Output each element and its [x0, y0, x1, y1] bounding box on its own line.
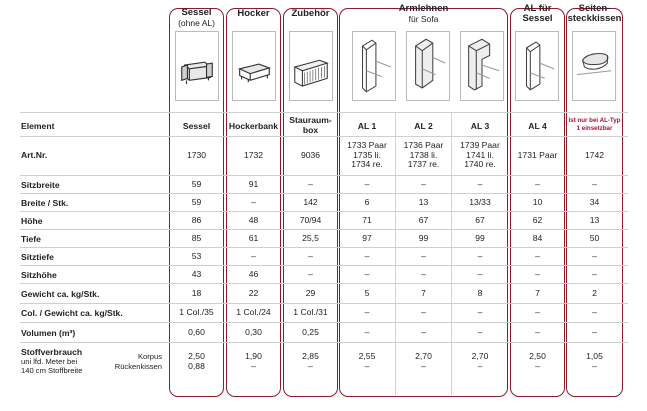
cell-col-al2: –: [421, 307, 426, 317]
cell-artnr-hocker: 1732: [243, 150, 264, 160]
cell-gewicht-sessel: 18: [191, 288, 202, 298]
row-label-volumen: Volumen (m³): [21, 328, 76, 338]
row-divider: [20, 112, 628, 113]
cell-gewicht-al4: 7: [535, 288, 540, 298]
cell-volumen-hocker: 0,30: [245, 327, 262, 337]
cell-col-sessel: 1 Col./35: [179, 307, 214, 317]
cell-volumen-al4: –: [535, 327, 540, 337]
cell-artnr-al1: 1733 Paar 1735 li. 1734 re.: [347, 140, 387, 169]
cell-stoff-al3: 2,70 –: [471, 351, 489, 371]
cell-gewicht-kissen: 2: [592, 288, 597, 298]
column-header-al2: AL 2: [414, 121, 433, 131]
cell-breite-al1: 6: [364, 197, 370, 207]
cell-sitzhoehe-al3: –: [477, 269, 483, 279]
cell-gewicht-al2: 7: [421, 288, 426, 298]
cell-hoehe-al3: 67: [475, 215, 485, 225]
row-label-hoehe: Höhe: [21, 216, 43, 226]
row-label-col: Col. / Gewicht ca. kg/Stk.: [21, 308, 123, 318]
cell-artnr-kissen: 1742: [584, 150, 605, 160]
cell-sitzhoehe-al4: –: [535, 269, 540, 279]
al2-image: [406, 31, 450, 101]
group-header-al-sessel: AL für Sessel: [522, 3, 553, 24]
cell-sitzhoehe-sessel: 43: [191, 269, 202, 279]
cell-hoehe-al2: 67: [418, 215, 429, 225]
cell-volumen-sessel: 0,60: [188, 327, 205, 337]
column-header-al3: AL 3: [470, 121, 490, 131]
row-divider: [20, 342, 628, 343]
seitensteckkissen-image: [572, 31, 616, 101]
cell-tiefe-al4: 84: [532, 233, 543, 243]
row-label-stoffverbrauch: Stoffverbrauch: [21, 347, 83, 357]
cell-artnr-al3: 1739 Paar 1741 li. 1740 re.: [460, 140, 500, 169]
cell-sitzhoehe-stauraum: –: [308, 269, 313, 279]
cell-hoehe-sessel: 86: [191, 215, 202, 225]
al1-image: [352, 31, 396, 101]
cell-col-kissen: –: [592, 307, 597, 317]
row-divider: [20, 136, 628, 137]
cell-volumen-kissen: –: [592, 327, 597, 337]
cell-tiefe-sessel: 85: [191, 233, 202, 243]
cell-sitztiefe-stauraum: –: [308, 251, 313, 261]
cell-stoff-al2: 2,70 –: [415, 351, 432, 371]
stoff-sublabel-1: uni lfd. Meter bei: [21, 357, 78, 366]
stoff-korpus-label: Korpus: [137, 352, 162, 361]
cell-sitztiefe-al4: –: [535, 251, 540, 261]
cell-gewicht-al1: 5: [364, 288, 370, 298]
cell-breite-stauraum: 142: [303, 197, 318, 207]
cell-sitztiefe-al1: –: [364, 251, 370, 261]
cell-stoff-al1: 2,55 –: [358, 351, 376, 371]
al4-image: [515, 31, 559, 101]
cell-sitzbreite-sessel: 59: [191, 179, 202, 189]
cell-artnr-sessel: 1730: [186, 150, 207, 160]
element-header: Element: [21, 121, 55, 131]
row-label-artnr: Art.Nr.: [21, 150, 48, 160]
cell-sitztiefe-al2: –: [421, 251, 426, 261]
row-divider: [20, 211, 628, 212]
row-divider: [20, 265, 628, 266]
cell-sitztiefe-sessel: 53: [191, 251, 202, 261]
cell-stoff-kissen: 1,05 –: [586, 351, 603, 371]
kissen-note: Ist nur bei AL-Typ 1 einsetzbar: [568, 117, 621, 132]
cell-breite-al2: 13: [418, 197, 429, 207]
cell-gewicht-al3: 8: [477, 288, 483, 298]
row-label-sitzhoehe: Sitzhöhe: [21, 270, 57, 280]
cell-artnr-al2: 1736 Paar 1738 li. 1737 re.: [403, 140, 444, 169]
stauraumbox-image: [289, 31, 333, 101]
cell-col-stauraum: 1 Col./31: [293, 307, 328, 317]
cell-hoehe-al4: 62: [532, 215, 543, 225]
row-label-gewicht: Gewicht ca. kg/Stk.: [21, 289, 100, 299]
cell-tiefe-al1: 97: [362, 233, 372, 243]
cell-col-hocker: 1 Col./24: [236, 307, 271, 317]
cell-tiefe-kissen: 50: [589, 233, 600, 243]
column-header-hocker: Hockerbank: [228, 121, 279, 131]
cell-breite-al3: 13/33: [469, 197, 491, 207]
cell-volumen-stauraum: 0,25: [302, 327, 319, 337]
cell-tiefe-stauraum: 25,5: [302, 233, 319, 243]
group-header-sessel: Sessel (ohne AL): [178, 7, 215, 28]
row-divider: [20, 175, 628, 176]
row-label-breite: Breite / Stk.: [21, 198, 69, 208]
al3-image: [460, 31, 504, 101]
hocker-image: [232, 31, 276, 101]
cell-hoehe-stauraum: 70/94: [299, 215, 322, 225]
cell-sitzbreite-hocker: 91: [248, 179, 259, 189]
column-header-sessel: Sessel: [182, 121, 211, 131]
cell-volumen-al3: –: [477, 327, 483, 337]
cell-col-al4: –: [535, 307, 540, 317]
cell-stoff-stauraum: 2,85 –: [302, 351, 319, 371]
cell-artnr-stauraum: 9036: [300, 150, 321, 160]
cell-col-al1: –: [364, 307, 370, 317]
cell-stoff-hocker: 1,90 –: [245, 351, 262, 371]
cell-sitzhoehe-al1: –: [364, 269, 370, 279]
cell-hoehe-hocker: 48: [248, 215, 259, 225]
cell-sitzbreite-al4: –: [535, 179, 540, 189]
cell-artnr-al4: 1731 Paar: [517, 150, 558, 160]
row-divider: [20, 322, 628, 323]
cell-tiefe-hocker: 61: [248, 233, 259, 243]
column-header-al1: AL 1: [357, 121, 377, 131]
group-header-hocker: Hocker: [237, 8, 270, 19]
cell-breite-al4: 10: [532, 197, 543, 207]
cell-col-al3: –: [477, 307, 483, 317]
cell-sitzhoehe-hocker: 46: [248, 269, 259, 279]
cell-sitztiefe-kissen: –: [592, 251, 597, 261]
row-divider: [20, 229, 628, 230]
row-divider: [20, 303, 628, 304]
cell-tiefe-al2: 99: [418, 233, 429, 243]
cell-tiefe-al3: 99: [475, 233, 485, 243]
column-header-stauraum: Stauraum- box: [289, 115, 332, 135]
cell-sitzbreite-al1: –: [364, 179, 370, 189]
row-divider: [20, 283, 628, 284]
cell-hoehe-kissen: 13: [589, 215, 600, 225]
cell-sitzbreite-stauraum: –: [308, 179, 313, 189]
cell-volumen-al1: –: [364, 327, 370, 337]
cell-stoff-sessel: 2,50 0,88: [188, 351, 205, 371]
row-divider: [20, 247, 628, 248]
group-header-zubehoer: Zubehör: [291, 8, 330, 19]
row-divider: [20, 193, 628, 194]
cell-sitzhoehe-al2: –: [421, 269, 426, 279]
cell-gewicht-stauraum: 29: [305, 288, 316, 298]
cell-sitztiefe-hocker: –: [251, 251, 256, 261]
cell-gewicht-hocker: 22: [248, 288, 259, 298]
group-header-kissen: Seiten- steckkissen: [567, 3, 622, 24]
cell-breite-kissen: 34: [589, 197, 600, 207]
cell-sitzbreite-al3: –: [477, 179, 483, 189]
cell-sitzbreite-al2: –: [421, 179, 426, 189]
cell-sitztiefe-al3: –: [477, 251, 483, 261]
sessel-image: [175, 31, 219, 101]
stoff-sublabel-2: 140 cm Stoffbreite: [21, 366, 83, 375]
row-label-tiefe: Tiefe: [21, 234, 41, 244]
cell-hoehe-al1: 71: [362, 215, 372, 225]
cell-breite-sessel: 59: [191, 197, 202, 207]
cell-sitzhoehe-kissen: –: [592, 269, 597, 279]
group-header-armlehnen: Armlehnen für Sofa: [398, 3, 449, 24]
cell-volumen-al2: –: [421, 327, 426, 337]
cell-sitzbreite-kissen: –: [592, 179, 597, 189]
column-header-al4: AL 4: [528, 121, 547, 131]
stoff-rueckenkissen-label: Rückenkissen: [114, 362, 162, 371]
row-label-sitzbreite: Sitzbreite: [21, 180, 60, 190]
cell-stoff-al4: 2,50 –: [529, 351, 546, 371]
row-label-sitztiefe: Sitztiefe: [21, 252, 54, 262]
cell-breite-hocker: –: [251, 197, 256, 207]
